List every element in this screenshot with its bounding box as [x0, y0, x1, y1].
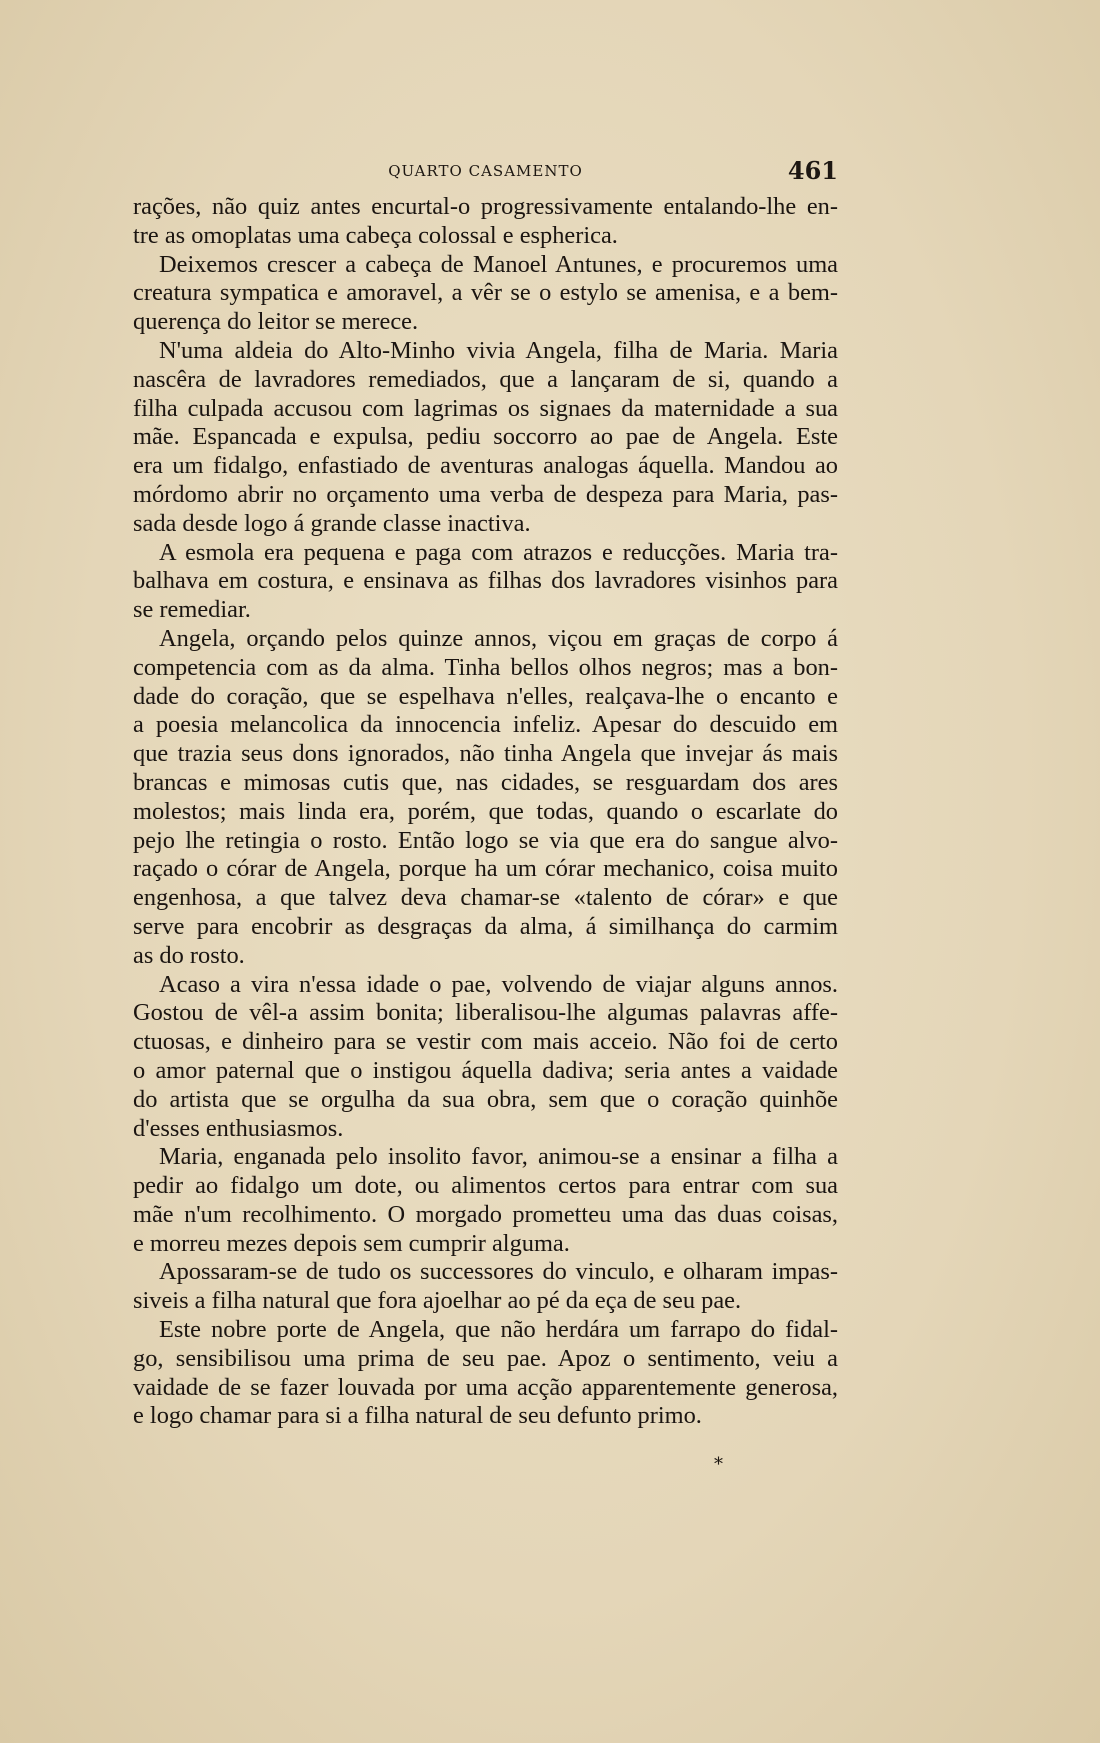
- text-line: filha culpada accusou com lagrimas os signaes da maternidade a sua: [133, 394, 838, 422]
- text-line: era um fidalgo, enfastiado de aventuras analogas áquella. Mandou ao: [133, 452, 838, 480]
- page-header: [133, 156, 838, 190]
- text-line: que trazia seus dons ignorados, não tinha Angela que invejar ás mais: [133, 740, 838, 768]
- text-line: mãe. Espancada e expulsa, pediu soccorro ao pae de Angela. Este: [133, 423, 838, 451]
- text-line: Acaso a vira n'essa idade o pae, volvendo de viajar alguns annos.: [159, 970, 838, 998]
- text-line: raçado o córar de Angela, porque ha um córar mechanico, coisa muito: [133, 855, 838, 883]
- text-line: pejo lhe retingia o rosto. Então logo se via que era do sangue alvo-: [133, 826, 838, 854]
- text-line: mórdomo abrir no orçamento uma verba de despeza para Maria, pas-: [133, 480, 838, 508]
- running-title: QUARTO CASAMENTO: [388, 162, 583, 180]
- text-line: molestos; mais linda era, porém, que todas, quando o escarlate do: [133, 797, 838, 825]
- text-line: serve para encobrir as desgraças da alma, á similhança do carmim: [133, 912, 838, 940]
- text-line: Angela, orçando pelos quinze annos, viçou em graças de corpo á: [159, 624, 838, 652]
- text-line: querença do leitor se merece.: [133, 308, 419, 336]
- page-number: 461: [787, 156, 838, 185]
- text-line: ctuosas, e dinheiro para se vestir com mais acceio. Não foi de certo: [133, 1028, 838, 1056]
- text-line: go, sensibilisou uma prima de seu pae. Apoz o sentimento, veiu a: [133, 1344, 838, 1372]
- text-line: se remediar.: [133, 596, 251, 624]
- text-line: nascêra de lavradores remediados, que a lançaram de si, quando a: [133, 365, 838, 393]
- text-line: e logo chamar para si a filha natural de seu defunto primo.: [133, 1402, 702, 1430]
- text-line: N'uma aldeia do Alto-Minho vivia Angela, filha de Maria. Maria: [159, 336, 838, 364]
- text-line: mãe n'um recolhimento. O morgado prometteu uma das duas coisas,: [133, 1200, 838, 1228]
- text-line: Deixemos crescer a cabeça de Manoel Antunes, e procuremos uma: [159, 250, 838, 278]
- text-line: pedir ao fidalgo um dote, ou alimentos certos para entrar com sua: [133, 1172, 838, 1200]
- text-line: e morreu mezes depois sem cumprir alguma.: [133, 1229, 570, 1257]
- body-text: [133, 193, 838, 1431]
- text-line: a poesia melancolica da innocencia infeliz. Apesar do descuido em: [133, 711, 838, 739]
- text-line: as do rosto.: [133, 941, 245, 969]
- text-line: Maria, enganada pelo insolito favor, animou-se a ensinar a filha a: [159, 1143, 838, 1171]
- text-line: balhava em costura, e ensinava as filhas dos lavradores visinhos para: [133, 567, 838, 595]
- text-line: creatura sympatica e amoravel, a vêr se o estylo se amenisa, e a bem-: [133, 279, 838, 307]
- text-line: vaidade de se fazer louvada por uma acção apparentemente generosa,: [133, 1373, 838, 1401]
- text-line: Este nobre porte de Angela, que não herdára um farrapo do fidal-: [159, 1316, 838, 1344]
- text-line: Apossaram-se de tudo os successores do vinculo, e olharam impas-: [159, 1258, 838, 1286]
- text-line: engenhosa, a que talvez deva chamar-se «talento de córar» e que: [133, 884, 838, 912]
- text-line: competencia com as da alma. Tinha bellos olhos negros; mas a bon-: [133, 653, 838, 681]
- text-line: Gostou de vêl-a assim bonita; liberalisou-lhe algumas palavras affe-: [133, 999, 838, 1027]
- text-line: rações, não quiz antes encurtal-o progressivamente entalando-lhe en-: [133, 193, 838, 220]
- text-line: siveis a filha natural que fora ajoelhar ao pé da eça de seu pae.: [133, 1287, 742, 1315]
- text-line: sada desde logo á grande classe inactiva.: [133, 509, 531, 537]
- text-line: d'esses enthusiasmos.: [133, 1114, 344, 1142]
- text-line: brancas e mimosas cutis que, nas cidades, se resguardam dos ares: [133, 768, 838, 796]
- text-line: do artista que se orgulha da sua obra, sem que o coração quinhõe: [133, 1085, 838, 1113]
- text-line: dade do coração, que se espelhava n'elles, realçava-lhe o encanto e: [133, 682, 838, 710]
- text-line: tre as omoplatas uma cabeça colossal e espherica.: [133, 221, 618, 249]
- footnote-mark: *: [714, 1454, 723, 1475]
- text-line: o amor paternal que o instigou áquella dadiva; seria antes a vaidade: [133, 1056, 838, 1084]
- text-line: A esmola era pequena e paga com atrazos e reducções. Maria tra-: [159, 538, 838, 566]
